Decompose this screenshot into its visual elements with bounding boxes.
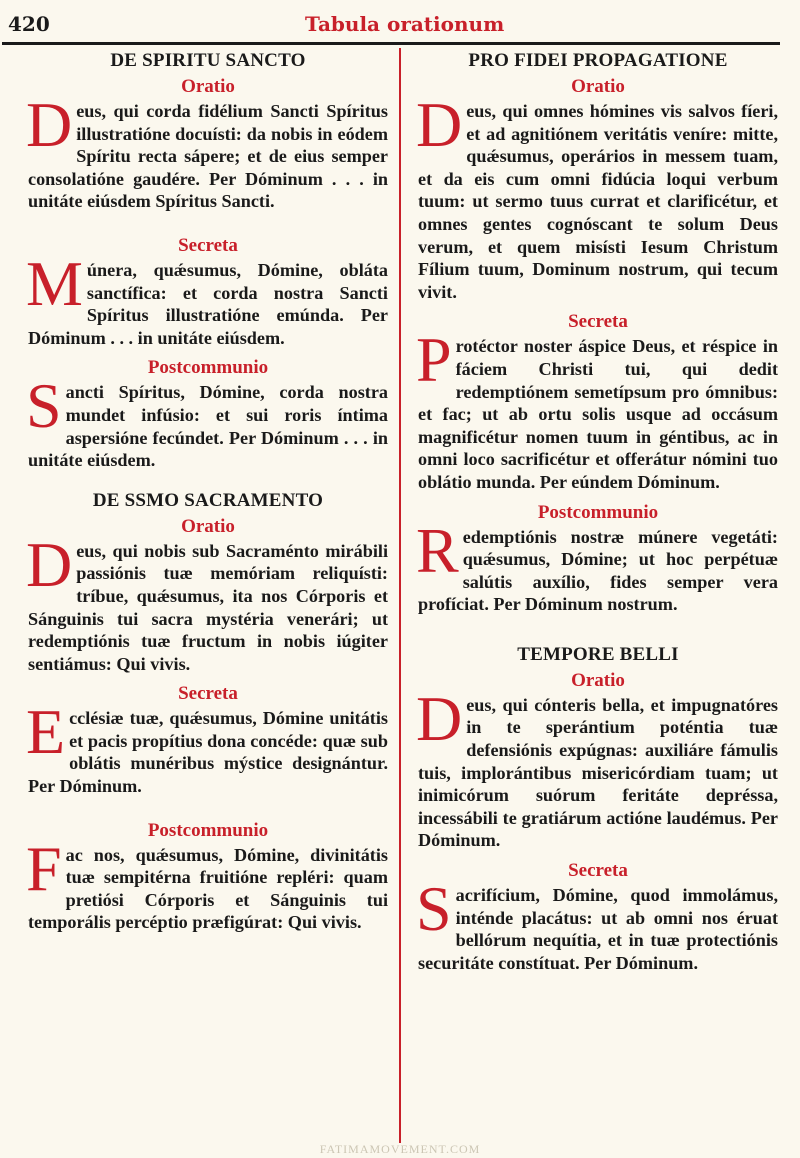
rubric-heading: Oratio bbox=[181, 76, 235, 97]
prayer-paragraph bbox=[26, 247, 388, 349]
drop-capital: F bbox=[26, 832, 62, 904]
drop-capital: S bbox=[416, 873, 452, 945]
section-heading: DE SPIRITU SANCTO bbox=[110, 50, 306, 71]
drop-capital: E bbox=[26, 696, 66, 768]
prayer-text: rotéctor noster áspice Deus, et réspice in fáciem Christi tui, qui dedit redemptiónem semetípsum pro ómnibus: et fac; ut ab ortu solis usque ad occásum magnificétur nomen tuum in géntibus, ac in omni loco sacrificétur et offerátur nómini tuo oblátio munda. Per eúndem Dóminum. bbox=[418, 336, 778, 492]
drop-capital: D bbox=[416, 682, 463, 754]
prayer-text: eus, qui cónteris bella, et impugnatóres in te sperántium poténtia tuæ defensiónis expúgnas: auxiliáre fámulis tuis, implorántibus misericórdiam tuam; ut inimicórum suórum feritáte depréssa, incessábili te gratiárum actióne laudémus. Per Dóminum. bbox=[418, 694, 778, 851]
drop-capital: R bbox=[416, 514, 459, 586]
drop-capital: D bbox=[26, 89, 73, 160]
prayer-paragraph bbox=[26, 696, 388, 797]
prayer-text: eus, qui corda fidélium Sancti Spíritus illustratióne docuísti: da nobis in eódem Spíritu recta sápere; et de eius semper consolatióne gaudére. Per Dóminum . . . in unitáte eiúsdem Spíritus Sancti. bbox=[28, 101, 388, 212]
drop-capital: M bbox=[26, 247, 83, 319]
prayer-paragraph bbox=[26, 89, 388, 213]
prayer-paragraph bbox=[416, 873, 778, 974]
drop-capital: D bbox=[416, 89, 463, 160]
prayer-paragraph bbox=[416, 682, 778, 852]
prayer-paragraph bbox=[416, 514, 778, 616]
page-header bbox=[0, 0, 800, 42]
rubric-heading: Secreta bbox=[178, 234, 238, 256]
rubric-heading: Secreta bbox=[568, 860, 628, 882]
prayer-text: edemptiónis nostræ múnere vegetáti: quǽsumus, Dómine; ut hoc perpétuæ salútis auxílio, fides semper vera profíciat. Per Dóminum nostrum. bbox=[418, 526, 778, 615]
prayer-paragraph bbox=[416, 89, 778, 303]
section-heading: DE SSMO SACRAMENTO bbox=[92, 489, 324, 511]
prayer-paragraph bbox=[26, 832, 388, 934]
rubric-heading: Postcommunio bbox=[147, 357, 269, 379]
rubric-heading: Oratio bbox=[181, 515, 235, 537]
prayer-paragraph bbox=[416, 324, 778, 493]
drop-capital: S bbox=[26, 370, 62, 442]
drop-capital: D bbox=[26, 528, 73, 600]
prayer-text: ancti Spíritus, Dómine, corda nostra mundet infúsio: et sui roris íntima aspersióne fecúndet. Per Dóminum . . . in unitáte eiúsdem. bbox=[28, 382, 388, 471]
prayer-paragraph bbox=[26, 370, 388, 471]
drop-capital: P bbox=[416, 324, 452, 396]
prayer-text: únera, quǽsumus, Dómine, obláta sanctífica: et corda nostra Sancti Spíritus illustratióne emúnda. Per Dóminum . . . in unitáte eiúsdem. bbox=[28, 259, 388, 348]
running-head: Tabula orationum bbox=[305, 12, 505, 36]
section-heading: TEMPORE BELLI bbox=[517, 643, 679, 665]
prayer-text: eus, qui omnes hómines vis salvos fíeri, et ad agnitiónem veritátis veníre: mitte, quǽsumus, operários in messem tuam, et da eis cum omni fidúcia loqui verbum tuum: ut sermo tuus currat et clarificétur, et omnes gentes cognóscant te solum Deus verum, et quem misísti Iesum Christum Fílium tuum, Dominum nostrum, qui tecum vivit. bbox=[418, 101, 778, 302]
left-column bbox=[28, 50, 388, 942]
prayer-text: eus, qui nobis sub Sacraménto mirábili passiónis tuæ memóriam reliquísti: tríbue, quǽsumus, ita nos Córporis et Sánguinis tui sacra mystéria venerári; ut redemptiónis tuæ fructum in nobis iúgiter sentiámus: Qui vivis. bbox=[28, 540, 388, 674]
rubric-heading: Secreta bbox=[178, 683, 238, 705]
prayer-text: acrifícium, Dómine, quod immolámus, inténde placátus: ut ab omni nos éruat bellórum nequítia, et in tuæ protectiónis securitáte constítuat. Per Dóminum. bbox=[418, 885, 778, 973]
column-divider bbox=[399, 48, 401, 1143]
section-heading: PRO FIDEI PROPAGATIONE bbox=[468, 50, 728, 71]
right-column bbox=[418, 50, 778, 982]
header-rule bbox=[2, 42, 780, 45]
prayer-text: cclésiæ tuæ, quǽsumus, Dómine unitátis et pacis propítius dona concéde: quæ sub oblátis munéribus mýstice designántur. Per Dóminum. bbox=[28, 708, 388, 797]
page-number: 420 bbox=[8, 12, 50, 36]
rubric-heading: Oratio bbox=[571, 669, 625, 691]
rubric-heading: Postcommunio bbox=[147, 819, 269, 841]
prayer-paragraph bbox=[26, 528, 388, 676]
watermark: FATIMAMOVEMENT.COM bbox=[319, 1142, 481, 1156]
prayer-text: ac nos, quǽsumus, Dómine, divinitátis tuæ sempitérna fruitióne repléri: quam pretiósi Córporis et Sánguinis tui temporális percéptio præfigúrat: Qui vivis. bbox=[28, 844, 388, 933]
rubric-heading: Postcommunio bbox=[537, 501, 659, 523]
rubric-heading: Oratio bbox=[571, 76, 625, 97]
rubric-heading: Secreta bbox=[568, 311, 628, 333]
